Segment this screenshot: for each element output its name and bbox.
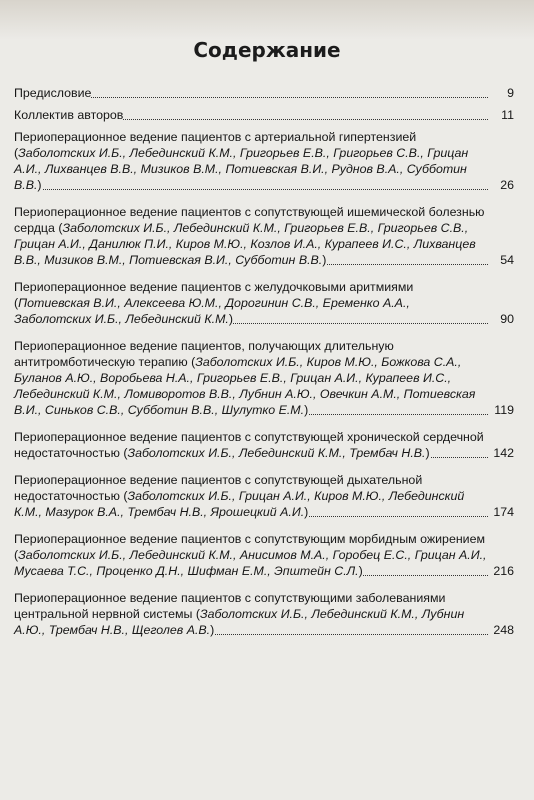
toc-entry-page-number: 216 [493,564,514,578]
toc-entry [14,107,514,123]
toc-entry-page-number: 174 [493,505,514,519]
toc-entry [14,204,514,268]
toc-entry-title: Периоперационное ведение пациентов с желудочковыми аритмиями ( [14,280,414,310]
toc-entry-title: Коллектив авторов [14,108,124,122]
toc-entry-title: Периоперационное ведение пациентов с сопутствующей дыхательной недостаточностью ( [14,473,423,503]
toc-entry-page-number: 119 [494,403,514,417]
toc-entry-close-paren: ) [228,312,234,326]
toc-entry [14,279,514,327]
toc-entry-close-paren: ) [304,505,309,519]
toc-entry-page-number: 26 [500,178,514,192]
toc-title: Содержание [193,38,341,62]
toc-entry-authors: Заболотских И.Б., Грицан А.И., Киров М.Ю., Лебединский К.М., Мазурок В.А., Трембач Н.В., Ярошецкий А.И. [14,489,465,519]
toc-entry-title: Периоперационное ведение пациентов с сопутствующими заболеваниями центральной нервной системы ( [14,591,446,621]
toc-entry-close-paren: ) [358,564,363,578]
toc-entry-title: Периоперационное ведение пациентов с сопутствующей ишемической болезнью сердца ( [14,205,485,235]
toc-entry-authors: Заболотских И.Б., Лебединский К.М., Григорьев Е.В., Григорьев С.В., Грицан А.И., Данилюк П.И., Киров М.Ю., Козлов И.А., Курапеев И.С., Лихванцев В.В., Мизиков В.М., Потиевская В.И., Субботин В.В. [14,221,476,267]
page-top-shadow [0,0,534,40]
toc-entry-page-number: 9 [507,86,514,100]
toc-entry [14,590,514,638]
toc-entry [14,85,514,101]
toc-entry-page-number: 90 [500,312,514,326]
toc-entry-title: Периоперационное ведение пациентов, получающих длительную антитромботическую терапию ( [14,339,394,369]
toc-entry-authors: Заболотских И.Б., Лебединский К.М., Лубнин А.Ю., Трембач Н.В., Щеголев А.В. [14,607,465,637]
toc-entry [14,472,514,520]
toc-entry-close-paren: ) [425,446,430,460]
toc-entry [14,129,514,193]
toc-entry-close-paren: ) [304,403,309,417]
toc-entry-authors: Заболотских И.Б., Лебединский К.М., Анисимов М.А., Горобец Е.С., Грицан А.И., Мусаева Т.С., Проценко Д.Н., Шифман Е.М., Эпштейн С.Л. [14,548,487,578]
toc-entry [14,531,514,579]
toc-entry-page-number: 11 [501,108,514,122]
toc-entry-close-paren: ) [210,623,215,637]
toc-entry-close-paren: ) [322,253,327,267]
toc-entry-title: Периоперационное ведение пациентов с сопутствующим морбидным ожирением ( [14,532,486,562]
toc-entry-title: Периоперационное ведение пациентов с сопутствующей хронической сердечной недостаточностью ( [14,430,484,460]
toc-entry-authors: Заболотских И.Б., Киров М.Ю., Божкова С.А., Буланов А.Ю., Воробьева Н.А., Григорьев Е.В., Грицан А.И., Курапеев И.С., Лебединский К.М., Ломиворотов В.В., Лубнин А.Ю., Овечкин А.М., Потиевская В.И., Синьков С.В., Субботин В.В., Шулутко Е.М. [14,355,476,417]
toc-entry-page-number: 54 [500,253,514,267]
toc-entry-title: Периоперационное ведение пациентов с артериальной гипертензией ( [14,130,417,160]
toc-entry-authors: Заболотских И.Б., Лебединский К.М., Григорьев Е.В., Григорьев С.В., Грицан А.И., Лихванцев В.В., Мизиков В.М., Потиевская В.И., Руднов В.А., Субботин В.В. [14,146,469,192]
toc-entry [14,429,514,461]
toc-entry-authors: Потиевская В.И., Алексеева Ю.М., Дорогинин С.В., Еременко А.А., Заболотских И.Б., Лебединский К.М. [14,296,410,326]
toc-entry [14,338,514,418]
toc-list [14,85,514,649]
toc-entry-close-paren: ) [37,178,42,192]
toc-entry-page-number: 248 [493,623,514,637]
toc-entry-authors: Заболотских И.Б., Лебединский К.М., Трембач Н.В. [127,446,426,460]
toc-entry-title: Предисловие [14,86,92,100]
toc-entry-page-number: 142 [493,446,514,460]
